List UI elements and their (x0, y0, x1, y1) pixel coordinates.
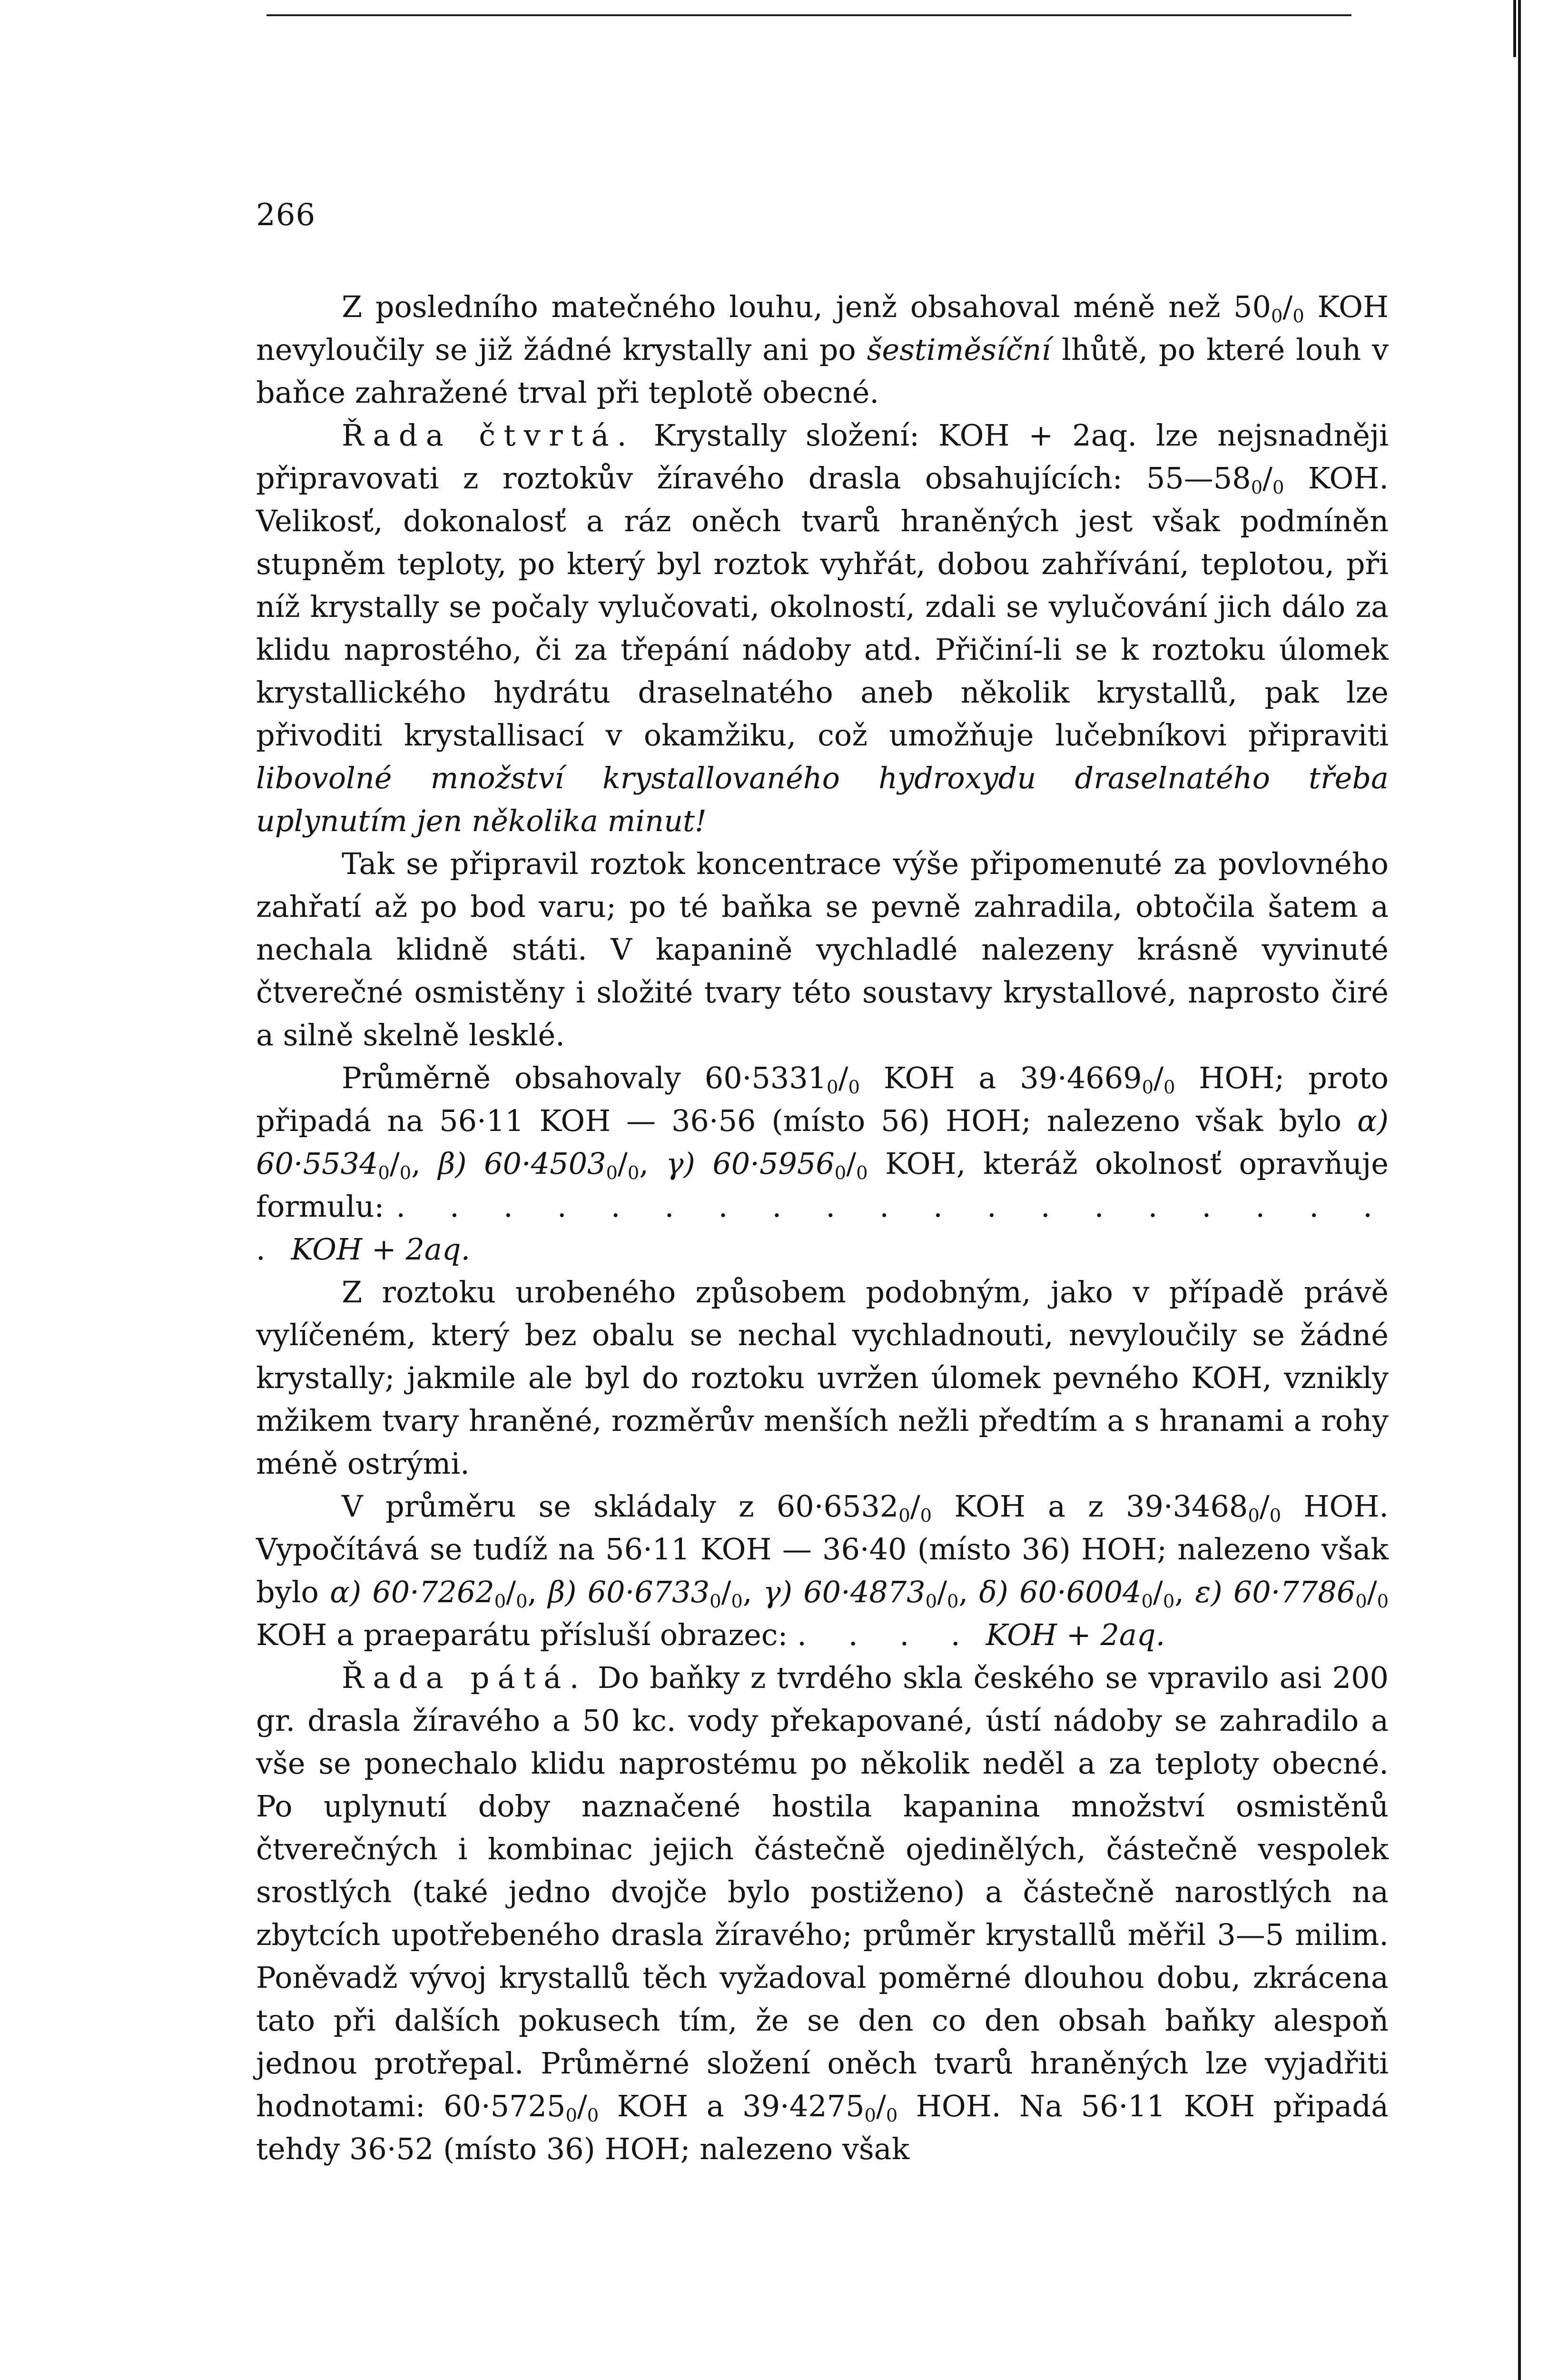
text-run: , (527, 1575, 548, 1609)
percent-subscript: 0 (1272, 476, 1284, 498)
percent-subscript: 0 (920, 1505, 932, 1527)
text-run: V průměru se skládaly z 60·6532 (342, 1489, 899, 1524)
leader-dots: . . . . . . . . . . . . . . . . . . . . (256, 1189, 1389, 1267)
percent-subscript: 0 (1292, 305, 1304, 327)
italic-text: β) 60·4503 (438, 1146, 606, 1181)
percent-subscript: 0 (1141, 1590, 1153, 1612)
percent-subscript: 0 (627, 1162, 640, 1184)
percent-subscript: 0 (399, 1162, 412, 1184)
italic-text: γ) 60·5956 (666, 1146, 835, 1181)
percent-subscript: 0 (587, 2104, 599, 2126)
text-run: KOH a z 39·3468 (932, 1489, 1248, 1524)
text-run: , (742, 1575, 763, 1609)
percent-subscript: 0 (1142, 1076, 1154, 1098)
italic-text: libovolné množství krystallovaného hydroxydu draselnatého třeba uplynutím jen několika minut! (256, 761, 1389, 838)
series-heading: Řada pátá. (342, 1660, 587, 1695)
text-run: Tak se připravil roztok koncentrace výše připomenuté za povlovného zahřatí až po bod varu; po té baňka se pevně zahradila, obtočila šatem a nechala klidně státi. V kapanině vychladlé nalezeny krásně vyvinuté čtverečné osmistěny i složité tvary této soustavy krystallové, naprosto čiré a silně skelně lesklé. (256, 846, 1389, 1052)
italic-text: KOH + 2aq. (986, 1617, 1165, 1652)
text-run: KOH, kteráž okolnosť opravňuje formulu: (256, 1146, 1389, 1224)
page-body (256, 286, 1389, 2171)
text-run: , (958, 1575, 979, 1609)
percent-subscript: 0 (565, 2104, 577, 2126)
percent-subscript: 0 (864, 2104, 876, 2126)
percent-subscript: 0 (516, 1590, 528, 1612)
text-run: / (1282, 289, 1293, 324)
text-run (976, 1617, 986, 1652)
text-run: / (1262, 461, 1273, 496)
text-run: KOH a 39·4669 (859, 1061, 1142, 1095)
percent-subscript: 0 (494, 1590, 506, 1612)
paragraph (256, 1485, 1389, 1656)
series-heading: Řada čtvrtá. (342, 418, 635, 453)
text-run: / (937, 1575, 947, 1609)
italic-text: α) 60·5534 (256, 1103, 1389, 1181)
page-number: 266 (256, 198, 316, 233)
percent-subscript: 0 (1377, 1590, 1389, 1612)
text-run: , (639, 1146, 666, 1181)
percent-subscript: 0 (947, 1590, 959, 1612)
text-run: / (389, 1146, 400, 1181)
percent-subscript: 0 (898, 1505, 910, 1527)
scan-edge-right (1518, 0, 1521, 2380)
paragraph (256, 286, 1389, 414)
percent-subscript: 0 (1271, 305, 1283, 327)
italic-text: β) 60·6733 (548, 1575, 710, 1609)
scan-edge-top (266, 14, 1351, 16)
percent-subscript: 0 (1269, 1505, 1282, 1527)
paragraph (256, 414, 1389, 843)
text-run: Z roztoku urobeného způsobem podobným, jako v případě právě vylíčeném, který bez obalu se nechal vychladnouti, nevyloučily se žádné krystally; jakmile ale byl do roztoku uvržen úlomek pevného KOH, vznikly mžikem tvary hraněné, rozměrův menších nežli předtím a s hranami a rohy méně ostrými. (256, 1275, 1389, 1481)
text-run: / (838, 1061, 848, 1095)
percent-subscript: 0 (856, 1162, 868, 1184)
text-run: Z posledního matečného louhu, jenž obsahoval méně než 50 (342, 289, 1271, 324)
text-run: KOH a praeparátu přísluší obrazec: (256, 1617, 798, 1652)
percent-subscript: 0 (1163, 1076, 1175, 1098)
italic-text: KOH + 2aq. (291, 1232, 471, 1267)
text-run: KOH. Velikosť, dokonalosť a ráz oněch tvarů hraněných jest však podmíněn stupněm teploty, po který byl roztok vyhřát, dobou zahřívání, teplotou, při níž krystally se počaly vylučovati, okolností, zdali se vylučování jich dálo za klidu naprostého, či za třepání nádoby atd. Přičiní-li se k roztoku úlomek krystallického hydrátu draselnatého aneb několik krystallů, pak lze přivoditi krystallisací v okamžiku, což umožňuje lučebníkovi připraviti (256, 461, 1389, 753)
text-run (282, 1232, 291, 1267)
percent-subscript: 0 (1163, 1590, 1175, 1612)
percent-subscript: 0 (1355, 1590, 1367, 1612)
text-run: / (1153, 1575, 1163, 1609)
percent-subscript: 0 (378, 1162, 390, 1184)
text-run: / (506, 1575, 516, 1609)
text-run: / (721, 1575, 731, 1609)
paragraph (256, 1271, 1389, 1485)
text-run: / (910, 1489, 920, 1524)
percent-subscript: 0 (606, 1162, 618, 1184)
text-run: KOH a 39·4275 (599, 2089, 865, 2123)
text-run: / (876, 2089, 886, 2123)
text-run: / (617, 1146, 628, 1181)
text-run: , (1174, 1575, 1195, 1609)
paragraph (256, 1057, 1389, 1271)
text-run: lhůtě, po které louh v baňce zahražené trval při teplotě obecné. (256, 332, 1389, 410)
text-run: HOH. Na 56·11 KOH připadá tehdy 36·52 (místo 36) HOH; nalezeno však (256, 2089, 1389, 2166)
text-run: , (411, 1146, 438, 1181)
text-run: Do baňky z tvrdého skla českého se vpravilo asi 200 gr. drasla žíravého a 50 kc. vody překapované, ústí nádoby se zahradilo a vše se ponechalo klidu naprostému po několik neděl a za teploty obecné. Po uplynutí doby naznačené hostila kapanina množství osmistěnů čtverečných i kombinac jejich částečně ojedinělých, částečně vespolek srostlých (také jedno dvojče bylo postiženo) a částečně narostlých na zbytcích upotřebeného drasla žíravého; průměr krystallů měřil 3—5 milim. Poněvadž vývoj krystallů těch vyžadoval poměrné dlouhou dobu, zkrácena tato při dalších pokusech tím, že se den co den obsah baňky alespoň jednou protřepal. Průměrné složení oněch tvarů hraněných lze vyjadřiti hodnotami: 60·5725 (256, 1660, 1389, 2123)
paragraph (256, 1656, 1389, 2171)
text-run: Krystally složení: KOH + 2aq. lze nejsnadněji připravovati z roztokův žíravého drasla obsahujících: 55—58 (256, 418, 1389, 496)
italic-text: α) 60·7262 (330, 1575, 494, 1609)
percent-subscript: 0 (848, 1076, 860, 1098)
italic-text: δ) 60·6004 (979, 1575, 1142, 1609)
italic-text: šestiměsíční (867, 332, 1051, 367)
percent-subscript: 0 (1251, 476, 1263, 498)
text-run: / (577, 2089, 587, 2123)
text-run: HOH; proto připadá na 56·11 KOH — 36·56 (místo 56) HOH; nalezeno však bylo (256, 1061, 1389, 1138)
percent-subscript: 0 (834, 1162, 847, 1184)
text-run: / (1367, 1575, 1377, 1609)
scan-edge-tick (1513, 0, 1516, 57)
percent-subscript: 0 (827, 1076, 838, 1098)
percent-subscript: 0 (731, 1590, 743, 1612)
percent-subscript: 0 (1248, 1505, 1260, 1527)
paragraph (256, 843, 1389, 1057)
text-run: HOH. Vypočítává se tudíž na 56·11 KOH — 36·40 (místo 36) HOH; nalezeno však bylo (256, 1489, 1389, 1609)
text-run: / (1259, 1489, 1270, 1524)
percent-subscript: 0 (886, 2104, 898, 2126)
text-run: / (846, 1146, 857, 1181)
italic-text: ε) 60·7786 (1195, 1575, 1356, 1609)
percent-subscript: 0 (925, 1590, 937, 1612)
text-run: Průměrně obsahovaly 60·5331 (342, 1061, 827, 1095)
leader-dots: . . . . (797, 1617, 976, 1652)
italic-text: γ) 60·4873 (763, 1575, 926, 1609)
text-run: KOH nevyloučily se již žádné krystally ani po (256, 289, 1389, 367)
percent-subscript: 0 (710, 1590, 721, 1612)
text-run: / (1154, 1061, 1164, 1095)
